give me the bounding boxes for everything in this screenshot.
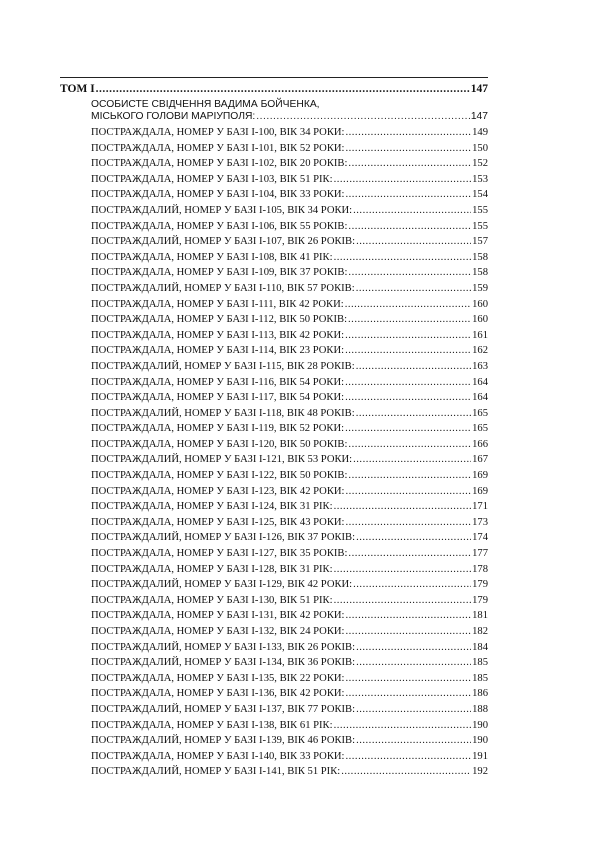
- toc-entry[interactable]: [91, 172, 488, 188]
- entry-page: 164: [472, 392, 488, 404]
- entry-title: ПОСТРАЖДАЛИЙ, НОМЕР У БАЗІ I-118, ВІК 48 РОКІВ:: [91, 407, 355, 419]
- toc-entry[interactable]: [91, 718, 488, 734]
- toc-entry[interactable]: [91, 141, 488, 157]
- entry-page: 149: [472, 127, 488, 138]
- toc-entry[interactable]: [91, 234, 488, 250]
- entry-page: 159: [472, 282, 488, 294]
- leader-dots: [345, 749, 471, 765]
- leader-dots: [334, 562, 472, 578]
- special-title-line-1: ОСОБИСТЕ СВІДЧЕННЯ ВАДИМА БОЙЧЕНКА,: [91, 99, 320, 110]
- toc-entries: [60, 98, 488, 780]
- toc-entry[interactable]: [91, 733, 488, 749]
- entry-page: 160: [472, 314, 488, 326]
- entry-page: 191: [472, 750, 488, 762]
- entry-title: ПОСТРАЖДАЛА, НОМЕР У БАЗІ I-128, ВІК 31 РІК:: [91, 563, 333, 575]
- leader-dots: [345, 125, 471, 141]
- leader-dots: [334, 593, 472, 609]
- entry-title: ПОСТРАЖДАЛА, НОМЕР У БАЗІ I-123, ВІК 42 РОКИ:: [91, 485, 345, 497]
- entry-page: 181: [472, 610, 488, 622]
- entry-title: ПОСТРАЖДАЛИЙ, НОМЕР У БАЗІ I-110, ВІК 57 РОКІВ:: [91, 282, 355, 294]
- entry-page: 171: [472, 501, 488, 513]
- leader-dots: [345, 297, 471, 313]
- leader-dots: [348, 265, 471, 281]
- toc-entry[interactable]: [91, 297, 488, 313]
- leader-dots: [356, 640, 471, 656]
- entry-page: 182: [472, 626, 488, 637]
- toc-entry[interactable]: [91, 686, 488, 702]
- entry-title: ПОСТРАЖДАЛИЙ, НОМЕР У БАЗІ I-134, ВІК 36 РОКІВ:: [91, 657, 356, 669]
- entry-title: ПОСТРАЖДАЛА, НОМЕР У БАЗІ I-114, ВІК 23 РОКИ:: [91, 345, 345, 357]
- leader-dots: [356, 281, 471, 297]
- leader-dots: [345, 343, 471, 359]
- toc-entry[interactable]: [91, 125, 488, 141]
- toc-entry[interactable]: [91, 468, 488, 484]
- leader-dots: [348, 437, 471, 453]
- toc-special-entry[interactable]: [91, 99, 488, 123]
- leader-dots: [345, 390, 471, 406]
- entry-title: ПОСТРАЖДАЛА, НОМЕР У БАЗІ I-132, ВІК 24 РОКИ:: [91, 626, 345, 637]
- entry-page: 188: [472, 703, 488, 715]
- toc-entry[interactable]: [91, 624, 488, 640]
- toc-entry[interactable]: [91, 343, 488, 359]
- entry-page: 150: [472, 142, 488, 154]
- entry-page: 165: [472, 423, 488, 435]
- toc-entry[interactable]: [91, 359, 488, 375]
- entry-page: 163: [472, 360, 488, 372]
- special-page: 147: [470, 111, 488, 122]
- entry-page: 179: [472, 594, 488, 606]
- entry-page: 185: [472, 657, 488, 669]
- leader-dots: [348, 156, 471, 172]
- toc-entry[interactable]: [91, 250, 488, 266]
- leader-dots: [334, 499, 472, 515]
- entry-title: ПОСТРАЖДАЛА, НОМЕР У БАЗІ I-127, ВІК 35 РОКІВ:: [91, 548, 348, 560]
- leader-dots: [345, 671, 471, 687]
- leader-dots: [256, 111, 470, 123]
- toc-entry[interactable]: [91, 530, 488, 546]
- toc-entry[interactable]: [91, 593, 488, 609]
- toc-entry[interactable]: [91, 203, 488, 219]
- leader-dots: [345, 484, 471, 500]
- leader-dots: [356, 733, 471, 749]
- entry-title: ПОСТРАЖДАЛИЙ, НОМЕР У БАЗІ I-115, ВІК 28 РОКІВ:: [91, 360, 355, 372]
- entry-page: 169: [472, 485, 488, 497]
- leader-dots: [348, 219, 471, 235]
- entry-title: ПОСТРАЖДАЛА, НОМЕР У БАЗІ I-108, ВІК 41 РІК:: [91, 251, 333, 263]
- entry-title: ПОСТРАЖДАЛА, НОМЕР У БАЗІ I-136, ВІК 42 РОКИ:: [91, 688, 345, 700]
- leader-dots: [356, 234, 471, 250]
- entry-page: 157: [472, 236, 488, 248]
- entry-page: 152: [472, 158, 488, 170]
- entry-title: ПОСТРАЖДАЛА, НОМЕР У БАЗІ I-113, ВІК 42 РОКИ:: [91, 329, 345, 341]
- table-of-contents: [60, 77, 488, 780]
- toc-entry[interactable]: [91, 312, 488, 328]
- leader-dots: [345, 375, 471, 391]
- leader-dots: [356, 406, 471, 422]
- toc-entry[interactable]: [91, 281, 488, 297]
- entry-page: 185: [472, 672, 488, 684]
- entry-page: 160: [472, 298, 488, 310]
- leader-dots: [356, 702, 471, 718]
- toc-entry[interactable]: [91, 452, 488, 468]
- toc-entry[interactable]: [91, 406, 488, 422]
- leader-dots: [345, 421, 471, 437]
- toc-entry[interactable]: [91, 562, 488, 578]
- volume-title: ТОМ I: [60, 83, 95, 95]
- toc-entry[interactable]: [91, 608, 488, 624]
- entry-title: ПОСТРАЖДАЛА, НОМЕР У БАЗІ I-106, ВІК 55 РОКІВ:: [91, 220, 348, 232]
- entry-page: 178: [472, 563, 488, 575]
- entry-page: 166: [472, 438, 488, 450]
- leader-dots: [345, 141, 471, 157]
- toc-entry[interactable]: [91, 749, 488, 765]
- entry-page: 158: [472, 267, 488, 279]
- entry-page: 167: [472, 454, 488, 466]
- leader-dots: [353, 577, 471, 593]
- leader-dots: [96, 81, 470, 98]
- toc-entry[interactable]: [91, 515, 488, 531]
- toc-entry[interactable]: [91, 421, 488, 437]
- entry-title: ПОСТРАЖДАЛИЙ, НОМЕР У БАЗІ I-139, ВІК 46 РОКІВ:: [91, 735, 356, 747]
- entry-title: ПОСТРАЖДАЛА, НОМЕР У БАЗІ I-138, ВІК 61 РІК:: [91, 719, 333, 731]
- leader-dots: [348, 468, 471, 484]
- entry-title: ПОСТРАЖДАЛИЙ, НОМЕР У БАЗІ I-126, ВІК 37 РОКІВ:: [91, 532, 356, 544]
- leader-dots: [356, 359, 471, 375]
- entry-page: 190: [472, 735, 488, 747]
- entry-page: 169: [472, 470, 488, 482]
- entry-page: 177: [472, 548, 488, 560]
- leader-dots: [356, 530, 471, 546]
- entry-title: ПОСТРАЖДАЛА, НОМЕР У БАЗІ I-131, ВІК 42 РОКИ:: [91, 610, 345, 622]
- entry-title: ПОСТРАЖДАЛА, НОМЕР У БАЗІ I-135, ВІК 22 РОКИ:: [91, 672, 345, 684]
- entry-title: ПОСТРАЖДАЛИЙ, НОМЕР У БАЗІ I-105, ВІК 34 РОКИ:: [91, 204, 353, 216]
- entry-page: 155: [472, 204, 488, 216]
- entry-title: ПОСТРАЖДАЛА, НОМЕР У БАЗІ I-111, ВІК 42 РОКИ:: [91, 298, 344, 310]
- entry-page: 192: [472, 766, 488, 778]
- volume-page: 147: [470, 83, 488, 95]
- entry-title: ПОСТРАЖДАЛА, НОМЕР У БАЗІ I-120, ВІК 50 РОКІВ:: [91, 438, 348, 450]
- entry-title: ПОСТРАЖДАЛА, НОМЕР У БАЗІ I-117, ВІК 54 РОКИ:: [91, 392, 345, 404]
- entry-title: ПОСТРАЖДАЛА, НОМЕР У БАЗІ I-140, ВІК 33 РОКИ:: [91, 750, 345, 762]
- entry-page: 153: [472, 173, 488, 185]
- toc-entry[interactable]: [91, 484, 488, 500]
- toc-entry[interactable]: [91, 437, 488, 453]
- toc-entry-list: [91, 125, 488, 780]
- entry-page: 155: [472, 220, 488, 232]
- entry-page: 158: [472, 251, 488, 263]
- entry-title: ПОСТРАЖДАЛА, НОМЕР У БАЗІ I-130, ВІК 51 РІК:: [91, 594, 333, 606]
- entry-title: ПОСТРАЖДАЛА, НОМЕР У БАЗІ I-104, ВІК 33 РОКИ:: [91, 189, 345, 201]
- leader-dots: [348, 546, 471, 562]
- entry-page: 184: [472, 641, 488, 653]
- toc-entry[interactable]: [91, 375, 488, 391]
- entry-title: ПОСТРАЖДАЛИЙ, НОМЕР У БАЗІ I-107, ВІК 26 РОКІВ:: [91, 236, 356, 248]
- toc-entry[interactable]: [91, 671, 488, 687]
- entry-title: ПОСТРАЖДАЛА, НОМЕР У БАЗІ I-125, ВІК 43 РОКИ:: [91, 516, 345, 528]
- leader-dots: [345, 515, 471, 531]
- entry-page: 165: [472, 407, 488, 419]
- entry-title: ПОСТРАЖДАЛА, НОМЕР У БАЗІ I-109, ВІК 37 РОКІВ:: [91, 267, 348, 279]
- entry-title: ПОСТРАЖДАЛА, НОМЕР У БАЗІ I-101, ВІК 52 РОКИ:: [91, 142, 345, 154]
- leader-dots: [353, 452, 471, 468]
- toc-entry[interactable]: [91, 219, 488, 235]
- leader-dots: [345, 187, 471, 203]
- entry-page: 162: [472, 345, 488, 357]
- entry-page: 154: [472, 189, 488, 201]
- entry-title: ПОСТРАЖДАЛА, НОМЕР У БАЗІ I-112, ВІК 50 РОКІВ:: [91, 314, 348, 326]
- entry-title: ПОСТРАЖДАЛА, НОМЕР У БАЗІ I-103, ВІК 51 РІК:: [91, 173, 333, 185]
- leader-dots: [334, 250, 472, 266]
- entry-title: ПОСТРАЖДАЛА, НОМЕР У БАЗІ I-102, ВІК 20 РОКІВ:: [91, 158, 348, 170]
- entry-page: 179: [472, 579, 488, 591]
- leader-dots: [345, 624, 471, 640]
- entry-title: ПОСТРАЖДАЛА, НОМЕР У БАЗІ I-116, ВІК 54 РОКИ:: [91, 376, 345, 388]
- leader-dots: [345, 328, 471, 344]
- toc-entry[interactable]: [91, 390, 488, 406]
- entry-page: 161: [472, 329, 488, 341]
- leader-dots: [334, 718, 472, 734]
- entry-title: ПОСТРАЖДАЛИЙ, НОМЕР У БАЗІ I-129, ВІК 42 РОКИ:: [91, 579, 353, 591]
- leader-dots: [356, 655, 471, 671]
- entry-title: ПОСТРАЖДАЛА, НОМЕР У БАЗІ I-119, ВІК 52 РОКИ:: [91, 423, 345, 435]
- entry-page: 190: [472, 719, 488, 731]
- toc-entry[interactable]: [91, 328, 488, 344]
- leader-dots: [353, 203, 471, 219]
- entry-title: ПОСТРАЖДАЛИЙ, НОМЕР У БАЗІ I-121, ВІК 53 РОКИ:: [91, 454, 353, 466]
- leader-dots: [334, 172, 472, 188]
- special-title-line-2: МІСЬКОГО ГОЛОВИ МАРІУПОЛЯ:: [91, 111, 256, 122]
- entry-page: 173: [472, 516, 488, 528]
- entry-page: 174: [472, 532, 488, 544]
- leader-dots: [341, 764, 471, 780]
- entry-title: ПОСТРАЖДАЛИЙ, НОМЕР У БАЗІ I-137, ВІК 77 РОКІВ:: [91, 703, 356, 715]
- toc-entry[interactable]: [91, 655, 488, 671]
- toc-entry[interactable]: [91, 187, 488, 203]
- entry-title: ПОСТРАЖДАЛИЙ, НОМЕР У БАЗІ I-141, ВІК 51 РІК:: [91, 766, 341, 778]
- entry-title: ПОСТРАЖДАЛА, НОМЕР У БАЗІ I-100, ВІК 34 РОКИ:: [91, 127, 345, 138]
- toc-entry[interactable]: [91, 640, 488, 656]
- entry-title: ПОСТРАЖДАЛИЙ, НОМЕР У БАЗІ I-133, ВІК 26 РОКІВ:: [91, 641, 356, 653]
- toc-entry[interactable]: [91, 499, 488, 515]
- entry-title: ПОСТРАЖДАЛА, НОМЕР У БАЗІ I-124, ВІК 31 РІК:: [91, 501, 333, 513]
- toc-entry[interactable]: [91, 764, 488, 780]
- toc-entry[interactable]: [91, 577, 488, 593]
- leader-dots: [345, 608, 471, 624]
- leader-dots: [348, 312, 471, 328]
- entry-page: 164: [472, 376, 488, 388]
- leader-dots: [345, 686, 471, 702]
- entry-page: 186: [472, 688, 488, 700]
- entry-title: ПОСТРАЖДАЛА, НОМЕР У БАЗІ I-122, ВІК 50 РОКІВ:: [91, 470, 348, 482]
- toc-entry[interactable]: [91, 702, 488, 718]
- toc-entry[interactable]: [91, 265, 488, 281]
- toc-entry[interactable]: [91, 156, 488, 172]
- toc-entry[interactable]: [91, 546, 488, 562]
- toc-volume-entry[interactable]: [60, 78, 488, 98]
